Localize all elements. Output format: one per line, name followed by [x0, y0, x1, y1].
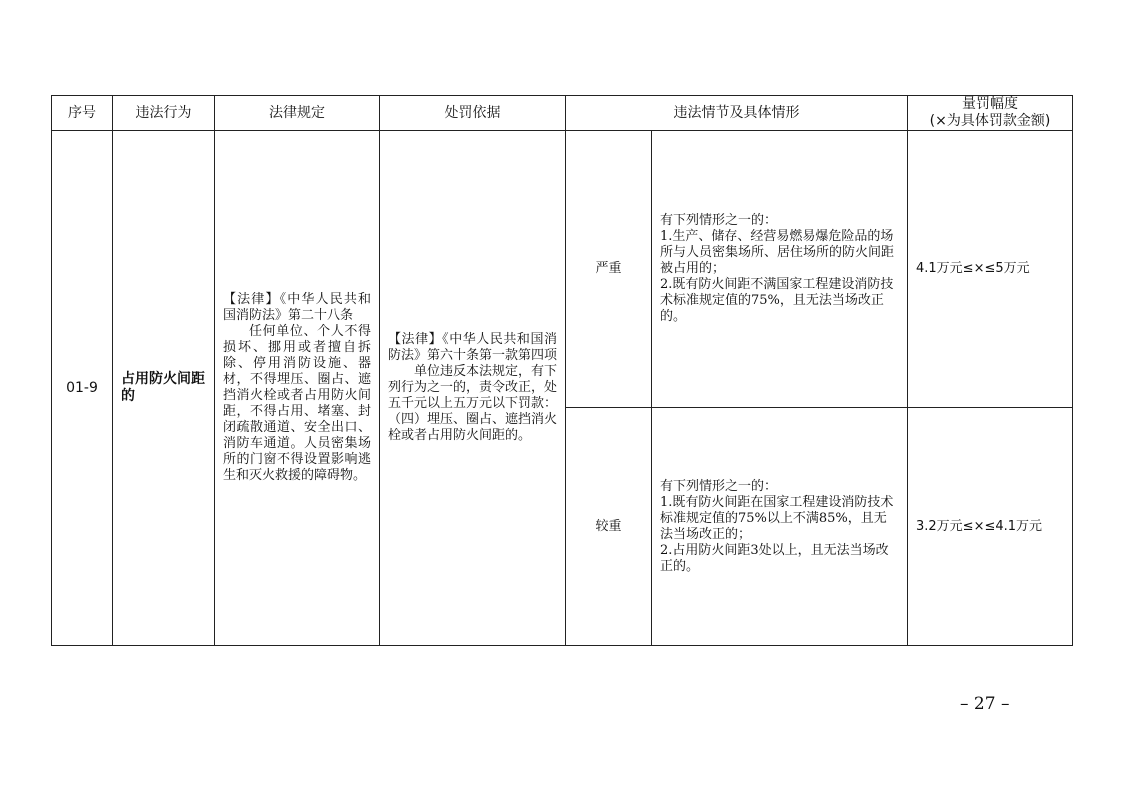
basis-title: 【法律】《中华人民共和国消防法》第六十条第一款第四项	[388, 332, 558, 363]
row-basis	[380, 131, 566, 646]
detail-fairly-serious-intro: 有下列情形之一的：	[660, 478, 778, 494]
law-title: 【法律】《中华人民共和国消防法》第二十八条	[223, 292, 371, 323]
header-seq: 序号	[52, 96, 113, 131]
header-act: 违法行为	[113, 96, 215, 131]
detail-fairly-serious-2: 2.占用防火间距3处以上，且无法当场改正的。	[660, 542, 889, 574]
header-basis: 处罚依据	[380, 96, 566, 131]
table-header-row	[52, 96, 1073, 131]
amount-fairly-serious: 3.2万元≤×≤4.1万元	[908, 408, 1073, 646]
header-range	[908, 96, 1073, 131]
detail-fairly-serious-1: 1.既有防火间距在国家工程建设消防技术标准规定值的75%以上不满85%，且无法当场改正的；	[660, 494, 894, 542]
header-range-line1: 量罚幅度	[962, 96, 1018, 112]
severity-serious: 严重	[566, 131, 652, 408]
detail-serious-intro: 有下列情形之一的：	[660, 213, 778, 228]
header-situation: 违法情节及具体情形	[566, 96, 908, 131]
penalty-table	[51, 95, 1073, 646]
amount-serious: 4.1万元≤×≤5万元	[908, 131, 1073, 408]
row-law	[215, 131, 380, 646]
law-body: 任何单位、个人不得损坏、挪用或者擅自拆除、停用消防设施、器材，不得埋压、圈占、遮挡消火栓或者占用防火间距，不得占用、堵塞、封闭疏散通道、安全出口、消防车通道。人员密集场所的门窗不得设置影响逃生和灭火救援的障碍物。	[223, 324, 371, 483]
detail-serious-1: 1.生产、储存、经营易燃易爆危险品的场所与人员密集场所、居住场所的防火间距被占用的；	[660, 229, 895, 276]
row-act: 占用防火间距的	[113, 131, 215, 646]
table-row	[52, 131, 1073, 408]
header-range-line2: (×为具体罚款金额)	[929, 113, 1051, 129]
severity-fairly-serious: 较重	[566, 408, 652, 646]
page-number: – 27 –	[960, 694, 1010, 714]
header-law: 法律规定	[215, 96, 380, 131]
detail-serious-2: 2.既有防火间距不满国家工程建设消防技术标准规定值的75%，且无法当场改正的。	[660, 277, 894, 324]
detail-serious	[652, 131, 908, 408]
detail-fairly-serious	[652, 408, 908, 646]
row-seq: 01-9	[52, 131, 113, 646]
basis-body: 单位违反本法规定，有下列行为之一的，责令改正，处五千元以上五万元以下罚款：（四）埋压、圈占、遮挡消火栓或者占用防火间距的。	[388, 364, 558, 443]
